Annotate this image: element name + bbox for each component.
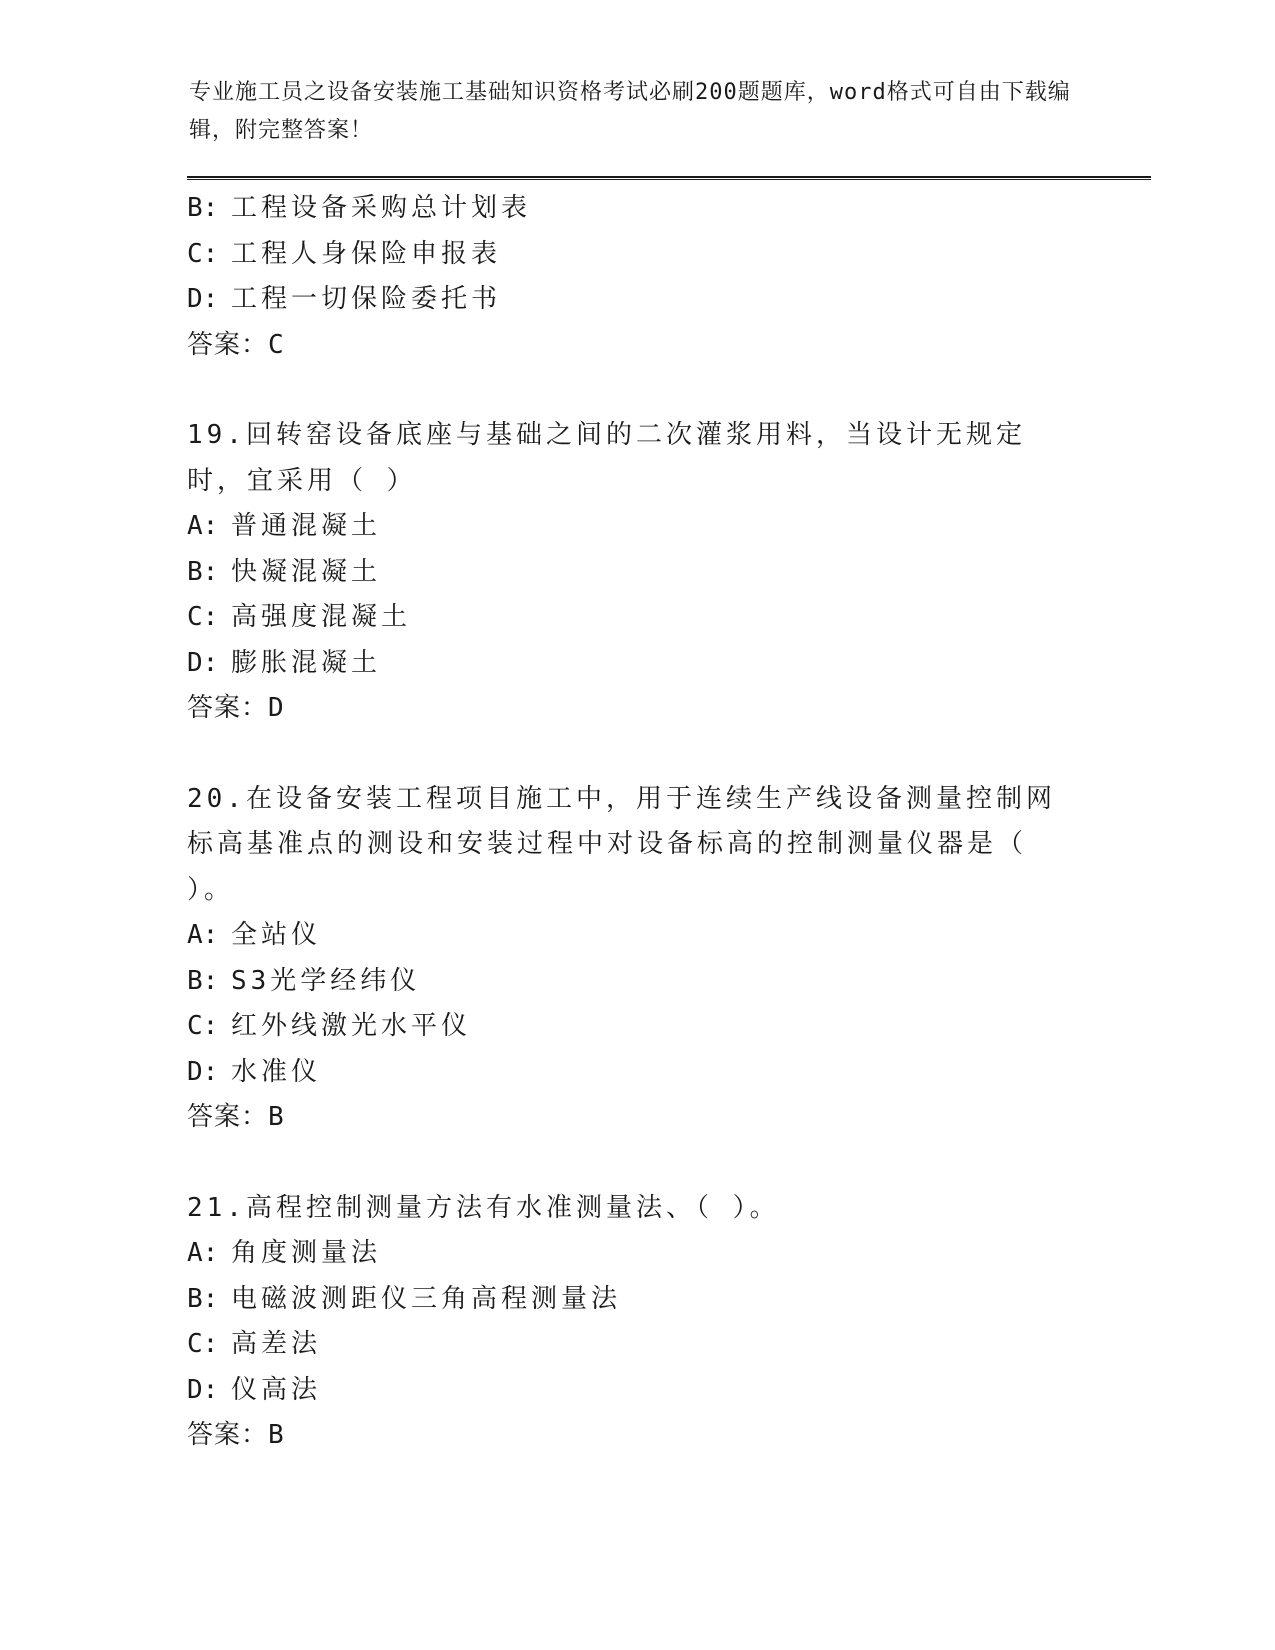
question-stem: 19.回转窑设备底座与基础之间的二次灌浆用料，当设计无规定时，宜采用（ ） <box>187 420 1026 496</box>
option-text: 快凝混凝土 <box>231 556 382 587</box>
option-label: B: <box>187 556 219 587</box>
option-row <box>187 1277 1087 1323</box>
option-text: 膨胀混凝土 <box>231 647 382 678</box>
question-stem: 20.在设备安装工程项目施工中，用于连续生产线设备测量控制网标高基准点的测设和安装过程中对设备标高的控制测量仪器是（ ）。 <box>187 783 1056 905</box>
option-label: A: <box>187 511 219 541</box>
option-row <box>187 1231 1087 1277</box>
option-text: 工程人身保险申报表 <box>231 238 502 269</box>
option-label: A: <box>187 920 219 950</box>
option-label: A: <box>187 1238 219 1268</box>
option-row <box>187 959 1087 1005</box>
option-label: C: <box>187 238 219 269</box>
question-21 <box>187 1186 1087 1459</box>
carryover-block <box>187 186 1087 368</box>
answer-line: 答案：B <box>187 1102 285 1132</box>
option-label: C: <box>187 1011 219 1041</box>
option-text: 仪高法 <box>231 1374 322 1405</box>
option-label: B: <box>187 193 219 223</box>
option-row <box>187 641 1087 687</box>
option-text: 高强度混凝土 <box>231 602 412 632</box>
option-row <box>187 1050 1087 1096</box>
question-stem: 21.高程控制测量方法有水准测量法、（ ）。 <box>187 1192 780 1223</box>
option-text: 红外线激光水平仪 <box>231 1011 472 1041</box>
option-label: C: <box>187 602 219 632</box>
option-row <box>187 277 1087 323</box>
option-text: S3光学经纬仪 <box>231 965 421 996</box>
option-label: D: <box>187 647 219 678</box>
header-divider <box>187 176 1151 180</box>
option-label: D: <box>187 1056 219 1087</box>
option-label: D: <box>187 284 219 314</box>
option-row <box>187 232 1087 278</box>
option-label: C: <box>187 1329 219 1359</box>
option-row <box>187 1004 1087 1050</box>
option-text: 工程一切保险委托书 <box>231 284 502 314</box>
option-text: 角度测量法 <box>231 1238 382 1268</box>
option-row <box>187 1322 1087 1368</box>
option-text: 水准仪 <box>231 1056 322 1087</box>
option-text: 电磁波测距仪三角高程测量法 <box>231 1283 622 1314</box>
option-label: B: <box>187 965 219 996</box>
option-row <box>187 1368 1087 1414</box>
option-row <box>187 186 1087 232</box>
option-text: 高差法 <box>231 1329 322 1359</box>
option-text: 全站仪 <box>231 920 322 950</box>
option-text: 普通混凝土 <box>231 511 382 541</box>
answer-line: 答案：B <box>187 1420 285 1450</box>
option-row <box>187 550 1087 596</box>
question-19 <box>187 413 1087 732</box>
document-header: 专业施工员之设备安装施工基础知识资格考试必刷200题题库，word格式可自由下载编辑，附完整答案！ <box>189 80 1071 143</box>
answer-line: 答案：D <box>187 693 285 723</box>
option-label: D: <box>187 1374 219 1405</box>
option-label: B: <box>187 1283 219 1314</box>
question-20 <box>187 777 1087 1141</box>
option-row <box>187 595 1087 641</box>
option-row <box>187 504 1087 550</box>
answer-line: 答案：C <box>187 329 285 360</box>
option-text: 工程设备采购总计划表 <box>231 193 532 223</box>
option-row <box>187 913 1087 959</box>
question-list <box>187 186 1087 1459</box>
